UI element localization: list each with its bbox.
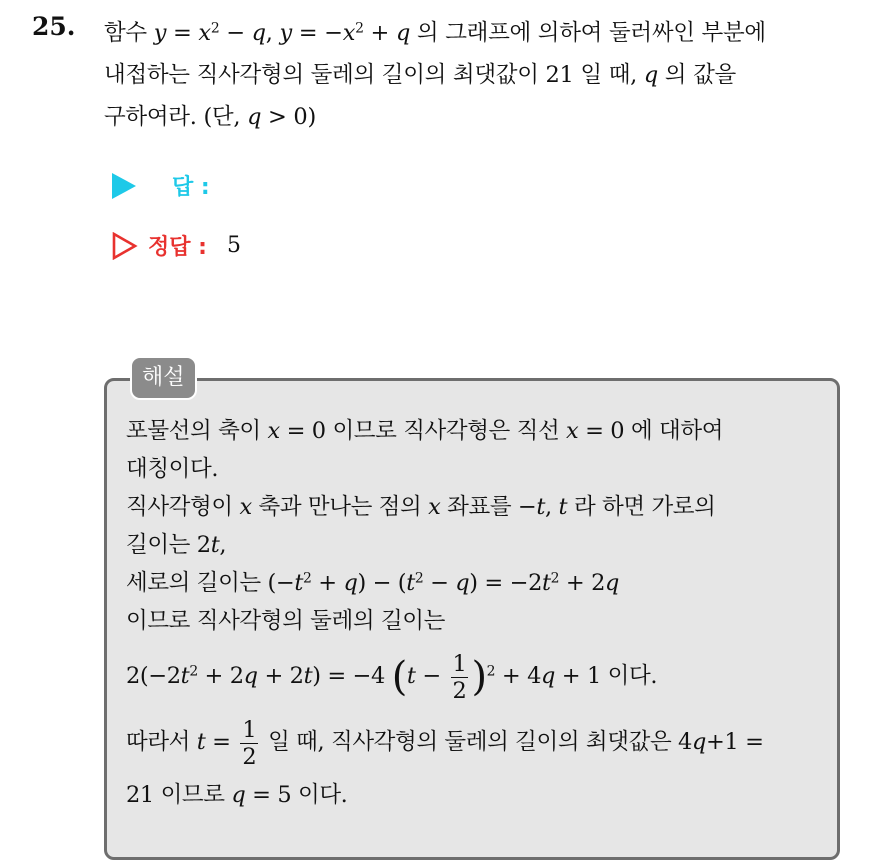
- question-line-2: 내접하는 직사각형의 둘레의 길이의 최댓값이 21 일 때, q 의 값을: [104, 62, 736, 88]
- solution-text: [126, 412, 830, 814]
- correct-answer-value: 5: [226, 233, 241, 258]
- solution-line: 따라서 t = $\frac{1}{2}$ 일 때, 직사각형의 둘레의 길이의 최댓값은 4q+1 =: [126, 716, 764, 770]
- solution-line: 직사각형이 x 축과 만나는 점의 x 좌표를 −t, t 라 하면 가로의: [126, 494, 716, 520]
- answer-label: 답 :: [172, 175, 210, 200]
- solution-line: 세로의 길이는 $(-t^2 + q) - (t^2 - q) = -2t^2 + 2q$: [126, 570, 620, 596]
- question-line-1: 함수 $y = x^2 - q$, $y = -x^2 + q$ 의 그래프에 의하여 둘러싸인 부분에: [104, 20, 766, 46]
- solution-line: 21 이므로 q = 5 이다.: [126, 782, 348, 808]
- play-filled-icon: [112, 173, 136, 199]
- question-text: [104, 12, 874, 138]
- correct-answer-label: 정답 :: [148, 235, 207, 260]
- solution-line: 대칭이다.: [126, 456, 219, 482]
- solution-formula: $2(-2t^2 + 2q + 2t) = -4$ (t − $\frac{1}{2}$ )$^2$ + 4q + 1 이다.: [126, 650, 658, 704]
- correct-answer-row: [112, 230, 241, 261]
- solution-line: 이므로 직사각형의 둘레의 길이는: [126, 608, 445, 634]
- solution-line: 길이는 2t,: [126, 532, 227, 558]
- question-number: 25.: [32, 12, 76, 41]
- play-outline-icon: [112, 232, 138, 260]
- question-line-3: 구하여라. (단, q > 0): [104, 104, 316, 130]
- solution-line: 포물선의 축이 x = 0 이므로 직사각형은 직선 x = 0 에 대하여: [126, 418, 724, 444]
- answer-row: [112, 170, 210, 201]
- solution-tag: 해설: [130, 356, 197, 400]
